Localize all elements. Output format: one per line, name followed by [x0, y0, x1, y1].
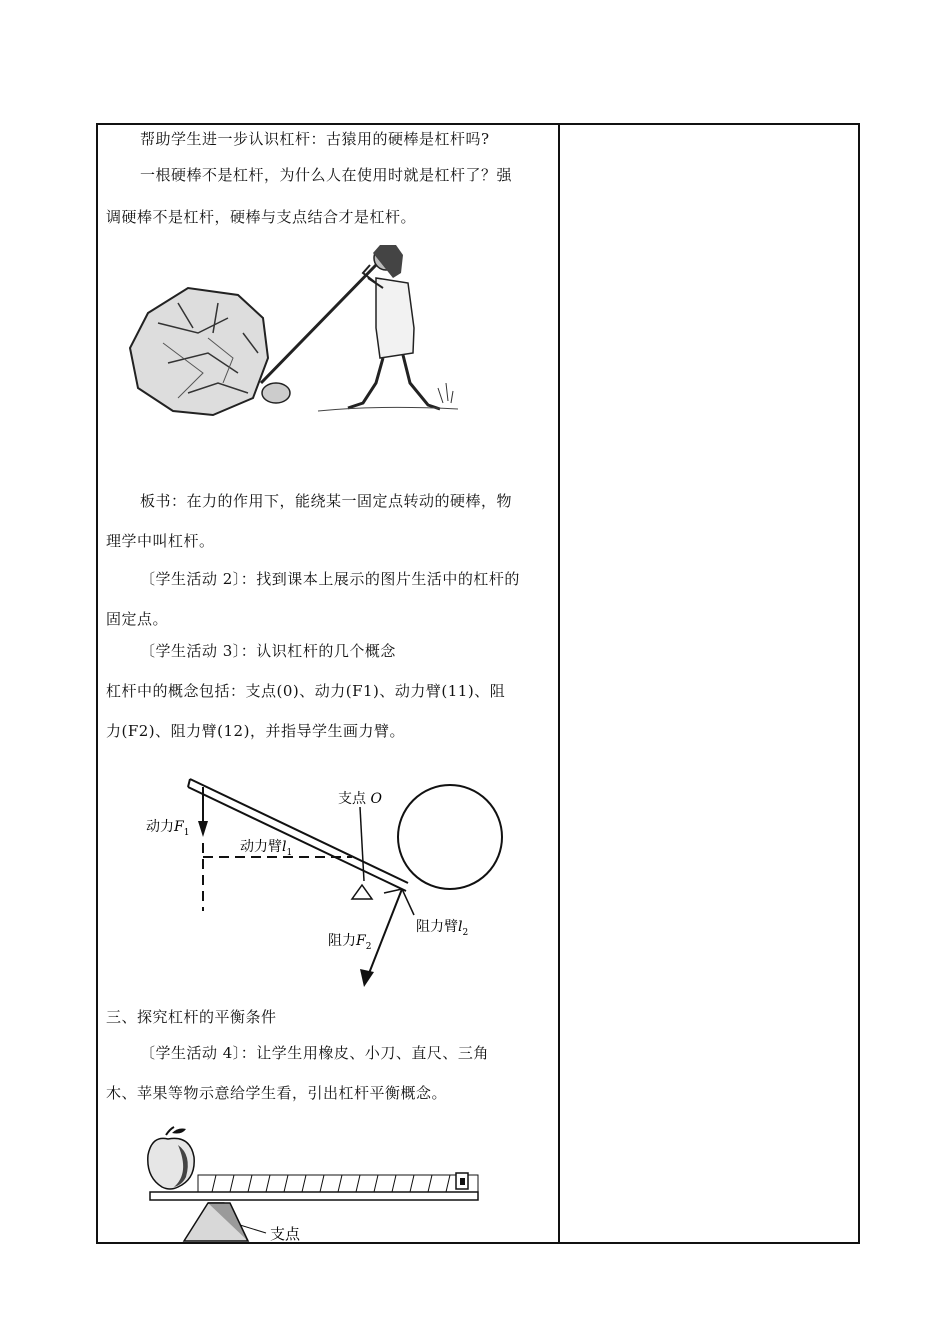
paragraph-board-1: 板书：在力的作用下，能绕某一固定点转动的硬棒，物	[140, 492, 513, 510]
load-label: 阻力$F_2$	[328, 933, 372, 952]
paragraph-activity4-1: 〔学生活动 4〕：让学生用橡皮、小刀、直尺、三角	[140, 1044, 489, 1062]
paragraph-explain-1: 一根硬棒不是杠杆，为什么人在使用时就是杠杆了？强	[140, 166, 513, 184]
effort-label: 动力$F_1$	[146, 819, 190, 838]
paragraph-explain-2: 调硬棒不是杠杆，硬棒与支点结合才是杠杆。	[106, 208, 417, 226]
content-column	[98, 125, 558, 1242]
section-heading: 三、探究杠杆的平衡条件	[106, 1008, 277, 1026]
lesson-table	[96, 123, 860, 1244]
paragraph-question: 帮助学生进一步认识杠杆：古猿用的硬棒是杠杆吗?	[140, 130, 490, 148]
paragraph-concepts-1: 杠杆中的概念包括：支点(0)、动力(F1)、动力臂(11)、阻	[106, 682, 506, 700]
caveman-lever-illustration	[118, 233, 478, 433]
load-arm-label: 阻力臂$l_2$	[416, 919, 469, 938]
fulcrum-label: 支点 O	[338, 791, 382, 807]
paragraph-board-2: 理学中叫杠杆。	[106, 532, 215, 550]
column-divider	[558, 125, 560, 1242]
paragraph-activity4-2: 木、苹果等物示意给学生看，引出杠杆平衡概念。	[106, 1084, 448, 1102]
paragraph-concepts-2: 力(F2)、阻力臂(12)，并指导学生画力臂。	[106, 722, 405, 740]
lever-concept-diagram	[138, 765, 518, 995]
effort-arm-label: 动力臂$l_1$	[240, 839, 293, 858]
balance-fulcrum-label: 支点	[270, 1225, 301, 1243]
ruler-balance-diagram	[138, 1125, 498, 1243]
paragraph-activity2-2: 固定点。	[106, 610, 169, 628]
paragraph-activity3: 〔学生活动 3〕：认识杠杆的几个概念	[140, 642, 396, 660]
paragraph-activity2-1: 〔学生活动 2〕：找到课本上展示的图片生活中的杠杆的	[140, 570, 520, 588]
